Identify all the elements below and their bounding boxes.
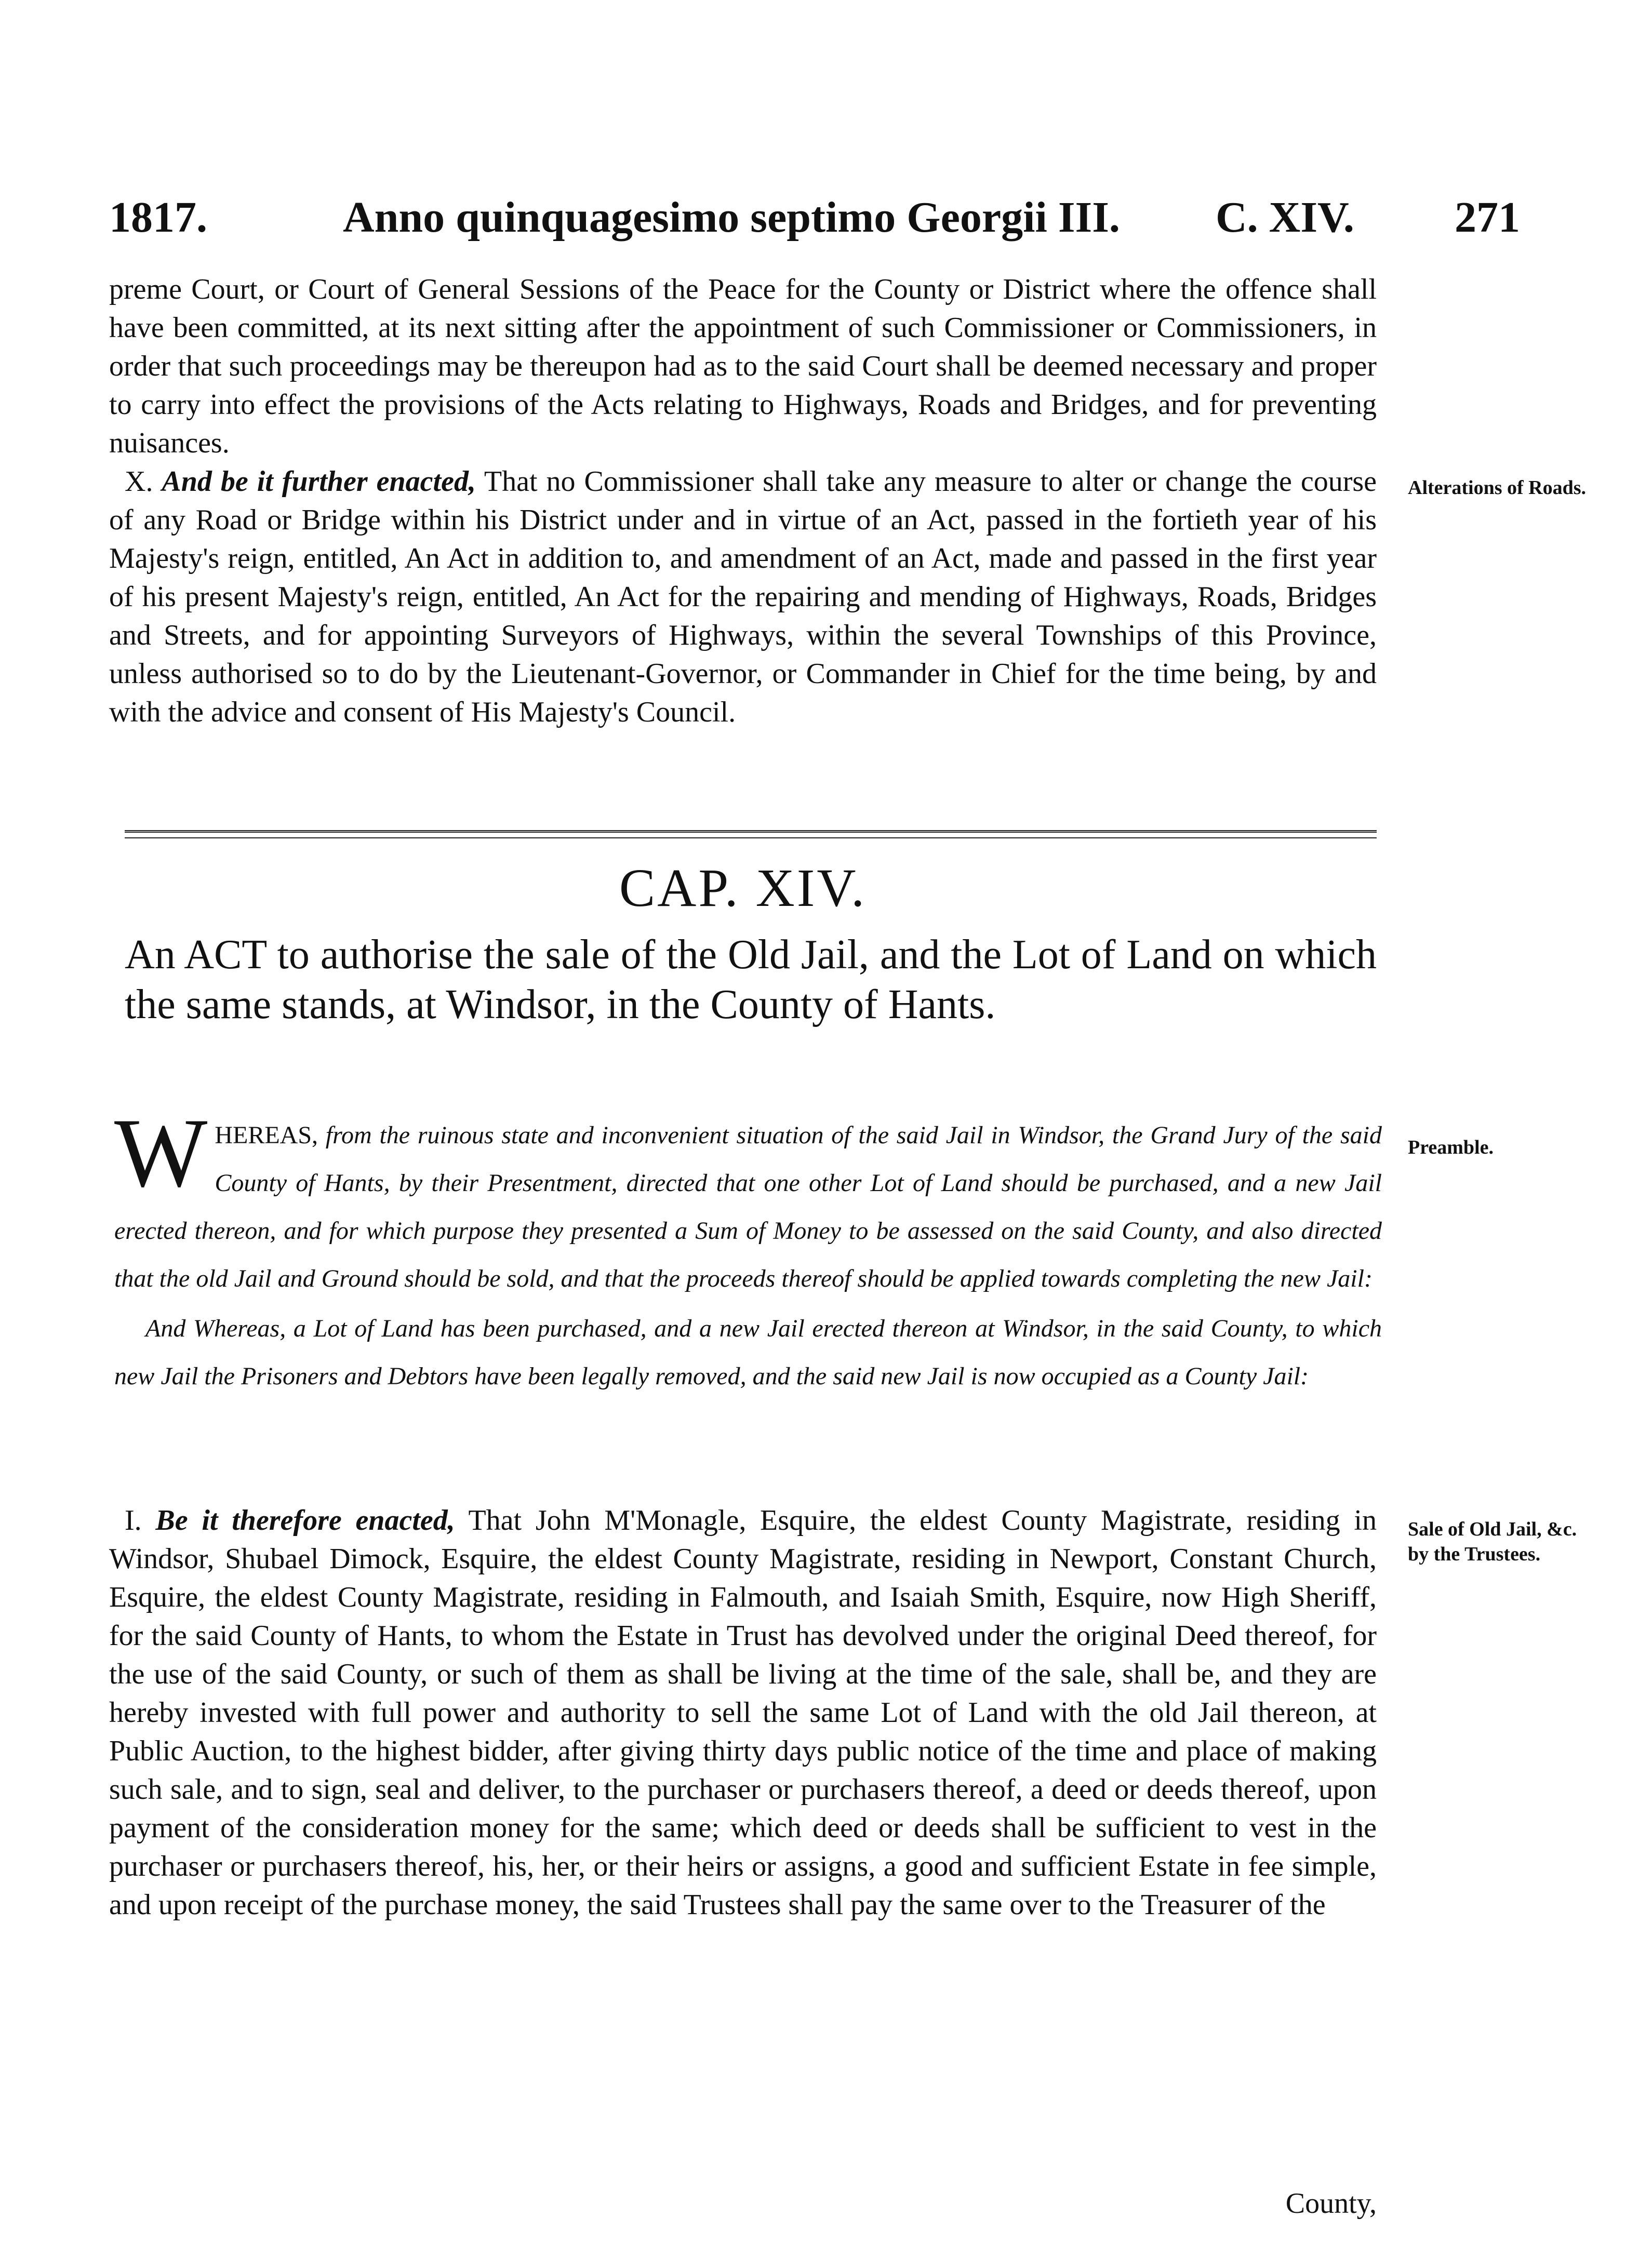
section-i-block (109, 1501, 1377, 1924)
divider-rule-thin (125, 837, 1377, 838)
preamble-text-1: from the ruinous state and inconvenient situation of the said Jail in Windsor, the Grand Jury of the said County of Hants, by their Presentment, directed that one other Lot of Land should be purchased, and a new Jail erected thereon, and for which purpose they presented a Sum of Money to be assessed on the said County, and also directed that the old Jail and Ground should be sold, and that the proceeds thereof should be applied towards completing the new Jail: (114, 1121, 1382, 1292)
chapter-heading: CAP. XIV. (619, 858, 867, 918)
header-chapter: C. XIV. (1216, 193, 1354, 242)
drop-cap: W (114, 1099, 208, 1208)
section-x (109, 462, 1377, 731)
section-x-text: That no Commissioner shall take any measure to alter or change the course of any Road or Bridge within his District under and in virtue of an Act, passed in the fortieth year of his Majesty's reign, entitled, An Act in addition to, and amendment of an Act, made and passed in the first year of his present Majesty's reign, entitled, An Act for the repairing and mending of Highways, Roads, Bridges and Streets, and for appointing Surveyors of Highways, within the several Townships of this Province, unless authorised so to do by the Lieutenant-Governor, or Commander in Chief for the time being, by and with the advice and consent of His Majesty's Council. (109, 465, 1377, 728)
section-i-number: I. (125, 1504, 142, 1537)
preamble-para-1 (114, 1099, 1382, 1303)
preamble (114, 1099, 1382, 1400)
section-i (109, 1501, 1377, 1924)
section-continuation: preme Court, or Court of General Sessions of the Peace for the County or District where the offence shall have been committed, at its next sitting after the appointment of such Commissioner or Commissioners, in order that such proceedings may be thereupon had as to the said Court shall be deemed necessary and proper to carry into effect the provisions of the Acts relating to Highways, Roads and Bridges, and for preventing nuisances. (109, 273, 1377, 459)
divider-rule (125, 830, 1377, 833)
running-header (109, 192, 1595, 249)
section-i-text: That John M'Monagle, Esquire, the eldest County Magistrate, residing in Windsor, Shubael Dimock, Esquire, the eldest County Magistrate, residing in Newport, Constant Church, Esquire, the eldest County Magistrate, residing in Falmouth, and Isaiah Smith, Esquire, now High Sheriff, for the said County of Hants, to whom the Estate in Trust has devolved under the original Deed thereof, for the use of the said County, or such of them as shall be living at the time of the sale, shall be, and they are hereby invested with full power and authority to sell the same Lot of Land with the old Jail thereon, at Public Auction, to the highest bidder, after giving thirty days public notice of the time and place of making such sale, and to sign, seal and deliver, to the purchaser or purchasers thereof, a deed or deeds thereof, upon payment of the consideration money for the same; which deed or deeds shall be sufficient to vest in the purchaser or purchasers thereof, his, her, or their heirs or assigns, a good and sufficient Estate in fee simple, and upon receipt of the purchase money, the said Trustees shall pay the same over to the Treasurer of the (109, 1504, 1377, 1921)
section-block-top (109, 270, 1377, 731)
section-x-enacting: And be it further enacted, (162, 465, 476, 498)
margin-note-preamble: Preamble. (1408, 1137, 1494, 1158)
page-number: 271 (1455, 193, 1520, 242)
preamble-whereas: HEREAS, (215, 1121, 318, 1149)
preamble-para-2: And Whereas, a Lot of Land has been purchased, and a new Jail erected thereon at Windsor, in the said County, to which new Jail the Prisoners and Debtors have been legally removed, and the said new Jail is now occupied as a County Jail: (114, 1315, 1382, 1390)
catchword: County, (1285, 2187, 1377, 2220)
section-x-number: X. (125, 465, 153, 498)
margin-note-alterations: Alterations of Roads. (1408, 477, 1587, 499)
margin-note-sale: Sale of Old Jail, &c. by the Trustees. (1408, 1518, 1577, 1565)
header-year: 1817. (109, 193, 207, 242)
act-title: An ACT to authorise the sale of the Old Jail, and the Lot of Land on which the same stands, at Windsor, in the County of Hants. (125, 932, 1377, 1027)
section-i-enacting: Be it therefore enacted, (155, 1504, 455, 1537)
header-title: Anno quinquagesimo septimo Georgii III. (343, 193, 1120, 242)
